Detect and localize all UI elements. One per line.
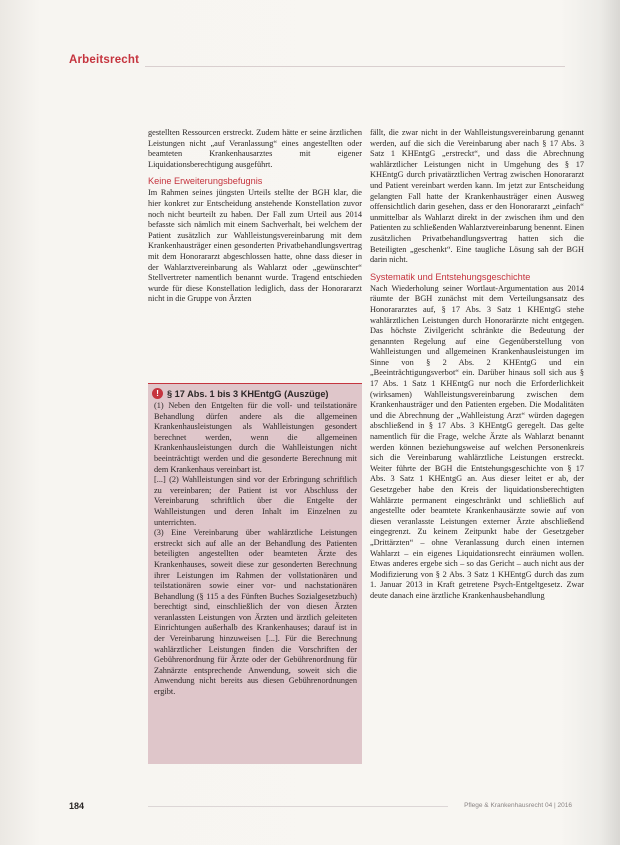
law-excerpt-header [148, 384, 362, 401]
law-excerpt-body [148, 401, 362, 698]
law-excerpt-title: § 17 Abs. 1 bis 3 KHEntgG (Auszüge) [167, 388, 329, 399]
left-column [148, 128, 362, 305]
section-header: Arbeitsrecht [69, 54, 140, 66]
header-divider [145, 66, 565, 67]
left-intro-paragraph: gestellten Ressourcen erstreckt. Zudem hätte er seine ärztlichen Leistungen nicht „auf Veranlassung“ eines angestellten oder beamteten Krankenhausarztes mit eigener Liquidationsberechtigung ausgeführt. [148, 128, 362, 169]
law-excerpt-paragraph-1: (1) Neben den Entgelten für die voll- und teilstationäre Behandlung dürfen andere als die allgemeinen Krankenhausleistungen als Wahlleistungen gesondert berechnet werden, wenn die allgemeinen Krankenhausleistungen durch die Wahlleistungen nicht beeinträchtigt werden und die gesonderte Berechnung mit dem Krankenhaus vereinbart ist. [154, 401, 357, 474]
law-excerpt-paragraph-2: [...] (2) Wahlleistungen sind vor der Erbringung schriftlich zu vereinbaren; der Patient ist vor Abschluss der Vereinbarung schriftlich über die Entgelte der Wahlleistungen und deren Inhalt im Einzelnen zu unterrichten. [154, 475, 357, 527]
page-number: 184 [69, 801, 85, 811]
footer-divider [148, 806, 448, 807]
right-body-paragraph-2: Nach Wiederholung seiner Wortlaut-Argumentation aus 2014 räumte der BGH zunächst mit dem Verteilungsansatz des Honorararztes auf, § 17 Abs. 3 Satz 1 KHEntgG stehe wahlärztlichen Leistungen durch Honorarärzte nicht entgegen. Das höchste Zivilgericht schränkte die Bedeutung der genannten Regelung auf eine Gegenüberstellung von Wahlleistungen und allgemeinen Krankenhausleistungen im Sinne von § 2 Abs. 2 KHEntgG und ein „Beeinträchtigungsverbot“ ein. Darüber hinaus soll sich aus § 17 Abs. 1 Satz 1 KHEntgG nur noch die Erforderlichkeit (wirksamen) Wahlleistungsvereinbarung zwischen dem Krankenhausträger und den Patienten ergeben. Die Modalitäten und die Abrechnung der „Wahlleistung Arzt“ würden dagegen abschließend in § 17 Abs. 3 KHEntgG geregelt. Das gelte namentlich für die Frage, welche Ärzte als Wahlarzt benannt werden können beziehungsweise auf welchen Personenkreis sich die Vereinbarung wahlärztliche Leistungen erstreckt. Weiter führte der BGH die Entstehungsgeschichte von § 17 Abs. 3 Satz 1 KHEntgG an. Aus dieser leitet er ab, der Gesetzgeber habe den Kreis der liquidationsberechtigten Wahlärzte permanent eingeschränkt und schließlich auf angestellte oder beamtete Krankenhausärzte sowie auf von diesen veranlasste Leistungen externer Ärzte abschließend eingegrenzt. Zu keinem Zeitpunkt habe der Gesetzgeber „Drittärzten“ – ohne Veranlassung durch einen internen Wahlarzt – ein eigenes Liquidationsrecht einräumen wollen. Etwas anderes ergebe sich – so das Gericht – auch nicht aus der Modifizierung von § 2 Abs. 3 Satz 1 KHEntgG durch das zum 1. Januar 2013 in Kraft getretene Psych-Entgeltgesetz. Zwar deute danach eine ärztliche Krankenhausbehandlung [370, 283, 584, 600]
law-excerpt-paragraph-3: (3) Eine Vereinbarung über wahlärztliche Leistungen erstreckt sich auf alle an der Behandlung des Patienten beteiligten angestellten oder beamteten Ärzte des Krankenhauses, soweit diese zur gesonderten Berechnung ihrer Leistungen im Rahmen der vollstationären und teilstationären sowie einer vor- und nachstationären Behandlung (§ 115 a des Fünften Buches Sozialgesetzbuch) berechtigt sind, einschließlich der von diesen Ärzten veranlassten Leistungen von Ärzten und ärztlich geleiteten Einrichtungen außerhalb des Krankenhauses; darauf ist in der Vereinbarung hinzuweisen [...]. Für die Berechnung wahlärztlicher Leistungen finden die Vorschriften der Gebührenordnung für Ärzte oder der Gebührenordnung für Zahnärzte entsprechende Anwendung, soweit sich die Anwendung nicht bereits aus diesen Gebührenordnungen ergibt. [154, 528, 357, 697]
subheading-systematik: Systematik und Entstehungsgeschichte [370, 271, 531, 282]
right-body-paragraph-1: fällt, die zwar nicht in der Wahlleistungsvereinbarung genannt werden, auf die sich die Vereinbarung aber nach § 17 Abs. 3 Satz 1 KHEntgG „erstreckt“, und dass die Abrechnung wahlärztlicher Leistungen nicht in Umgehung des § 17 KHEntgG durch privatärztlichen Vertrag zwischen Honorararzt und Patient vereinbart werden kann. Im jetzt zur Entscheidung gelangten Fall hatte der Krankenhausträger einen Ausweg offensichtlich darin gesehen, dass er den Honorararzt „einfach“ unmittelbar als Wahlarzt direkt in der zwischen ihm und den Patienten zu schließenden Wahlarztvereinbarung benennt. Einen zusätzlichen Privatbehandlungsvertrag hatten sich die Beteiligten „geschenkt“. Eine taugliche Lösung sah der BGH darin nicht. [370, 128, 584, 265]
left-body-paragraph: Im Rahmen seines jüngsten Urteils stellte der BGH klar, die hier konkret zur Entscheidung anstehende Konstellation zuvor noch nicht beurteilt zu haben. Der Fall zum Urteil aus 2014 befasste sich nämlich mit einem Sachverhalt, bei welchem der Patient zusätzlich zur Wahlleistungsvereinbarung mit dem Krankenhausträger einen gesonderten Privatbehandlungsvertrag mit dem Honorararzt abgeschlossen hatte, ohne dass dieser in der Wahlarztvereinbarung als Wahlarzt oder „gewünschter“ Stellvertreter namentlich benannt wurde. Tragend entschieden wurde für diese Konstellation lediglich, dass der Honorararzt nicht in die Gruppe von Ärzten [148, 188, 362, 304]
alert-icon: ! [152, 388, 163, 399]
journal-footer: Pflege & Krankenhausrecht 04 | 2016 [464, 802, 572, 809]
subheading-erweiterungsbefugnis: Keine Erweiterungsbefugnis [148, 176, 263, 187]
law-excerpt-box [148, 383, 362, 764]
right-column [370, 128, 584, 602]
